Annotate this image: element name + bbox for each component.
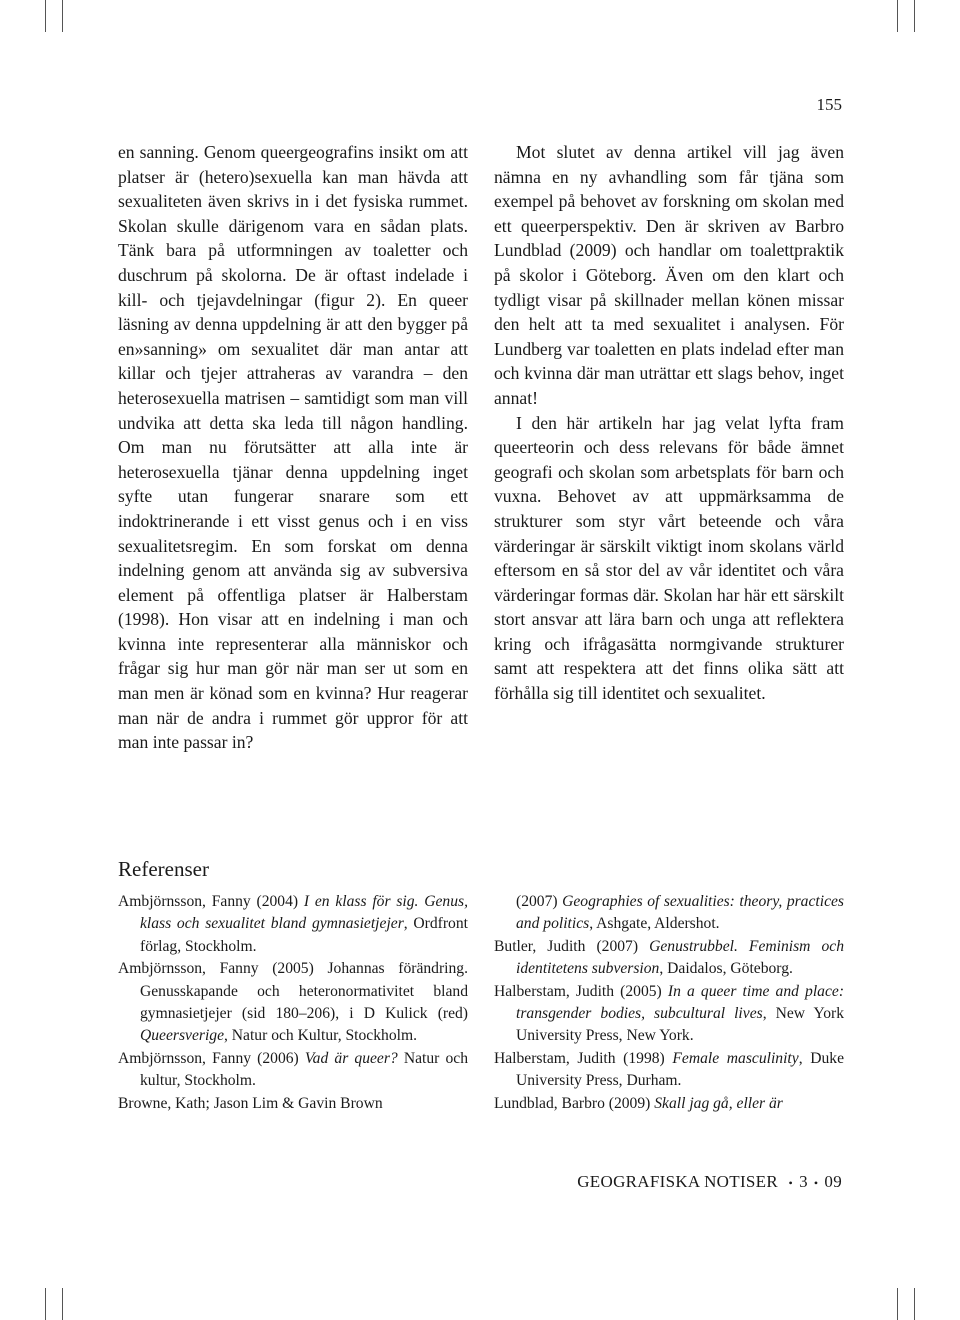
reference-text: Browne, Kath; Jason Lim & Gavin Brown <box>118 1094 383 1112</box>
reference-publisher: Natur och kultur, Stockholm. <box>140 1049 468 1090</box>
crop-mark-bottom-right-2 <box>914 1288 915 1320</box>
crop-mark-bottom-left-2 <box>62 1288 63 1320</box>
crop-mark-bottom-right <box>897 1288 898 1320</box>
reference-title: Vad är queer? <box>304 1049 398 1067</box>
reference-entry <box>494 981 844 1048</box>
paragraph: en sanning. Genom queergeografins insikt om att platser är (hetero)sexuella kan man hävda att sexualiteten även skrivs in i det fysiska rummet. Skolan skulle därigenom vara en sådan plats. Tänk bara på utformningen av toaletter och duschrum på skolorna. De är oftast indelade i kill- och tjejavdelningar (figur 2). En queer läsning av denna uppdelning är att den bygger på en»sanning» om sexualitet där man antar att killar och tjejer attraheras av varandra – den heterosexuella matrisen – samtidigt som man vill undvika att detta ska leda till någon handling. Om man nu förutsätter att alla inte är heterosexuella tjänar denna uppdelning inget syfte utan fungerar snarare som ett indoktrinerande i ett visst genus och i en viss sexualitetsregim. En som forskat om denna indelning genom att använda sig av subversiva element på offentliga platser är Halberstam (1998). Hon visar att en indelning i man och kvinna inte representerar alla människor och frågar sig hur man gör när man ser ut som en man men är könad som en kvinna? Hur reagerar man när de andra i rummet gör uppror för att man inte passar in? <box>118 142 468 753</box>
reference-text: Butler, Judith (2007) <box>494 937 650 955</box>
reference-entry <box>118 958 468 1048</box>
reference-text: Ambjörnsson, Fanny (2005) Johannas förändring. Genusskapande och heteronormativitet bland gymnasietjejer (sid 180–206), i D Kulick (red) <box>118 960 468 1023</box>
paragraph: I den här artikeln har jag velat lyfta fram queerteorin och dess relevans för både ämnet geografi och skolan som arbetsplats för barn och vuxna. Behovet av att uppmärksamma de strukturer som styr vårt beteende och våra värderingar är särskilt viktigt inom skolans värld eftersom en så stor del av vår identitet och våra värderingar formas där. Skolan har här ett särskilt stort ansvar att lära barn och unga att reflektera kring och ifrågasätta normgivande strukturer samt att respektera att det finns olika sätt att förhålla sig till identitet och sexualitet. <box>494 412 844 704</box>
crop-mark-top-right <box>897 0 898 32</box>
reference-text: Halberstam, Judith (1998) <box>494 1049 673 1067</box>
references-heading: Referenser <box>118 857 209 881</box>
reference-text: (2007) <box>516 893 563 910</box>
reference-publisher: , Daidalos, Göteborg. <box>659 960 793 978</box>
crop-mark-top-left-2 <box>62 0 63 32</box>
issue-number: 3 <box>799 1172 808 1191</box>
separator-dot: • <box>813 1175 819 1190</box>
reference-publisher: , Ordfront förlag, Stockholm. <box>140 915 468 955</box>
journal-name: GEOGRAFISKA NOTISER <box>577 1172 778 1191</box>
crop-mark-bottom-left <box>45 1288 46 1320</box>
reference-publisher: , New York University Press, New York. <box>516 1005 844 1045</box>
reference-entry <box>118 891 468 958</box>
reference-entry <box>494 936 844 981</box>
issue-year: 09 <box>824 1172 842 1191</box>
reference-text: Ambjörnsson, Fanny (2004) <box>118 893 304 910</box>
references-list-right <box>494 891 844 1115</box>
reference-title: Skall jag gå, eller är <box>654 1094 783 1112</box>
separator-dot: • <box>788 1175 794 1190</box>
page-number: 155 <box>816 95 842 114</box>
reference-title: In a queer time and place: transgender bodies, subcultural lives <box>516 982 845 1023</box>
reference-title: Queersverige <box>140 1027 224 1045</box>
body-column-right <box>494 140 844 706</box>
reference-entry <box>118 1093 468 1115</box>
reference-entry <box>118 1048 468 1093</box>
crop-mark-top-right-2 <box>914 0 915 32</box>
reference-title: Genustrubbel. Feminism och identitetens subversion <box>516 937 844 978</box>
reference-title: Female masculinity <box>672 1049 799 1067</box>
crop-mark-top-left <box>45 0 46 32</box>
reference-entry <box>494 1093 844 1115</box>
reference-publisher: , Duke University Press, Durham. <box>516 1049 844 1090</box>
body-column-left <box>118 140 468 755</box>
reference-title: Geographies of sexualities: theory, practices and politics <box>516 893 844 933</box>
reference-text: Halberstam, Judith (2005) <box>494 982 668 1000</box>
references-list-left <box>118 891 468 1115</box>
reference-entry <box>494 1048 844 1093</box>
reference-publisher: , Natur och Kultur, Stockholm. <box>224 1027 417 1045</box>
reference-text: Ambjörnsson, Fanny (2006) <box>118 1049 305 1067</box>
journal-footer <box>577 1172 842 1192</box>
reference-publisher: , Ashgate, Aldershot. <box>589 915 720 933</box>
reference-title: I en klass för sig. Genus, klass och sexualitet bland gymnasietjejer <box>140 893 468 933</box>
reference-text: Lundblad, Barbro (2009) <box>494 1094 655 1112</box>
reference-entry <box>494 891 844 936</box>
paragraph: Mot slutet av denna artikel vill jag även nämna en ny avhandling som får tjäna som exempel på behovet av forskning om skolan med ett queerperspektiv. Den är skriven av Barbro Lundblad (2009) och handlar om toalettpraktik på skolor i Göteborg. Även om den klart och tydligt visar på skillnader mellan könen missar den helt att ta med sexualitet i analysen. För Lundberg var toaletten en plats indelad efter man och kvinna där man uträttar ett slags behov, inget annat! <box>494 142 844 408</box>
